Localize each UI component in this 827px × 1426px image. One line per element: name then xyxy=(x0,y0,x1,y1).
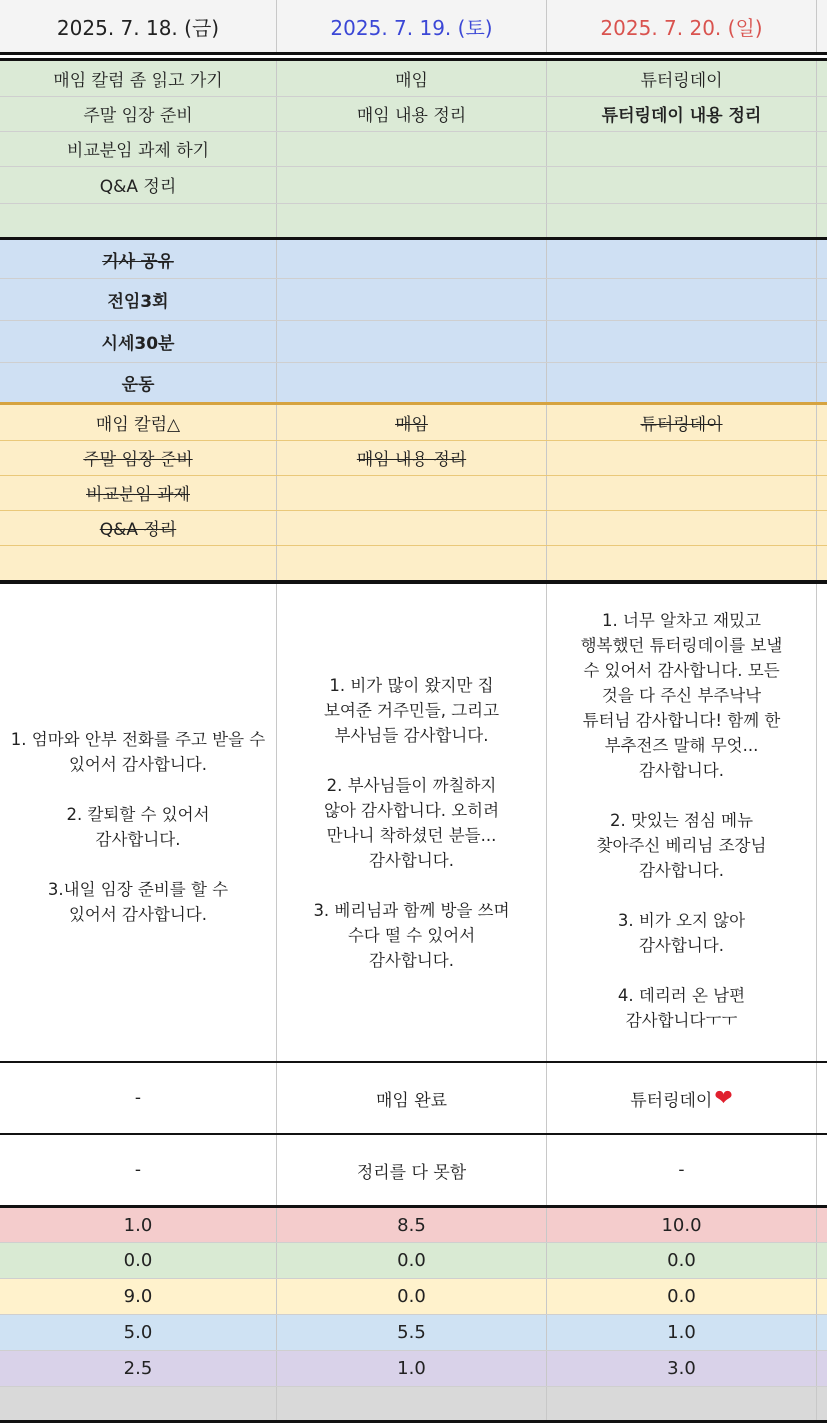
done-cell[interactable]: 주말 임장 준비 xyxy=(0,440,277,475)
gratitude-cell[interactable]: 1. 너무 알차고 재밌고 행복했던 튜터링데이를 보낼 수 있어서 감사합니다. 모든 것을 다 주신 부주낙낙 튜터님 감사합니다! 함께 한 부추전즈 말해 무엇... 감사합니다. 2. 맛있는 점심 메뉴 찾아주신 베리님 조장님 감사합니다. 3. 비가 오지 않아 감사합니다. 4. 데리러 온 남편 감사합니다ㅜㅜ xyxy=(547,584,817,1061)
good-summary-row xyxy=(0,1063,827,1133)
score-cell[interactable]: 0.0 xyxy=(547,1278,817,1314)
date-label: 2025. 7. 19. (토) xyxy=(330,15,493,40)
habit-cell[interactable] xyxy=(817,362,827,402)
score-cell[interactable]: 0.0 xyxy=(547,1242,817,1278)
score-row xyxy=(0,1386,827,1420)
habit-cell[interactable] xyxy=(547,320,817,362)
score-cell[interactable]: 10.0 xyxy=(547,1208,817,1242)
gratitude-cell[interactable] xyxy=(817,584,827,1061)
plan-cell[interactable] xyxy=(547,203,817,237)
plan-row xyxy=(0,166,827,203)
score-cell[interactable] xyxy=(817,1208,827,1242)
plan-cell[interactable]: 튜터링데이 내용 정리 xyxy=(547,96,817,131)
done-cell[interactable] xyxy=(817,475,827,510)
thick-border xyxy=(0,1420,827,1423)
habit-cell[interactable] xyxy=(817,320,827,362)
extra-column-cell[interactable] xyxy=(817,0,827,52)
habit-row xyxy=(0,320,827,362)
good-cell[interactable] xyxy=(817,1063,827,1133)
score-cell[interactable]: 2.5 xyxy=(0,1350,277,1386)
plan-cell[interactable] xyxy=(277,166,547,203)
score-cell[interactable] xyxy=(817,1350,827,1386)
score-cell[interactable]: 5.0 xyxy=(0,1314,277,1350)
habit-cell[interactable] xyxy=(277,362,547,402)
score-row xyxy=(0,1350,827,1386)
done-cell[interactable] xyxy=(0,545,277,580)
plan-cell[interactable] xyxy=(817,131,827,166)
score-cell[interactable]: 1.0 xyxy=(547,1314,817,1350)
plan-cell[interactable]: 매임 xyxy=(277,61,547,96)
plan-cell[interactable] xyxy=(547,166,817,203)
done-cell[interactable] xyxy=(547,510,817,545)
plan-cell[interactable]: Q&A 정리 xyxy=(0,166,277,203)
good-text: 튜터링데이 xyxy=(630,1090,713,1111)
habit-row xyxy=(0,240,827,278)
habit-cell[interactable]: 운동 xyxy=(0,362,277,402)
done-cell[interactable]: 비교분임 과제 xyxy=(0,475,277,510)
done-cell[interactable]: 튜터링데이 xyxy=(547,405,817,440)
done-cell[interactable]: 매임 xyxy=(277,405,547,440)
score-cell[interactable]: 5.5 xyxy=(277,1314,547,1350)
score-cell[interactable] xyxy=(277,1386,547,1420)
done-cell[interactable] xyxy=(547,475,817,510)
plan-cell[interactable] xyxy=(817,96,827,131)
date-label: 2025. 7. 20. (일) xyxy=(600,15,763,40)
score-row xyxy=(0,1242,827,1278)
score-cell[interactable]: 9.0 xyxy=(0,1278,277,1314)
plan-cell[interactable]: 튜터링데이 xyxy=(547,61,817,96)
good-cell[interactable]: - xyxy=(0,1063,277,1133)
date-header-row xyxy=(0,0,827,52)
habit-cell[interactable] xyxy=(277,240,547,278)
habit-cell[interactable]: 전임3회 xyxy=(0,278,277,320)
gratitude-row xyxy=(0,584,827,1061)
done-cell[interactable] xyxy=(817,510,827,545)
good-cell[interactable]: 매임 완료 xyxy=(277,1063,547,1133)
habit-cell[interactable] xyxy=(547,240,817,278)
bad-cell[interactable] xyxy=(817,1135,827,1205)
habit-row xyxy=(0,362,827,402)
gratitude-cell[interactable]: 1. 비가 많이 왔지만 집 보여준 거주민들, 그리고 부사님들 감사합니다. 2. 부사님들이 까칠하지 않아 감사합니다. 오히려 만나니 착하셨던 분들... 감사합니다. 3. 베리님과 함께 방을 쓰며 수다 떨 수 있어서 감사합니다. xyxy=(277,584,547,1061)
habit-cell[interactable] xyxy=(277,278,547,320)
score-row xyxy=(0,1208,827,1242)
date-header-sat[interactable] xyxy=(277,0,547,52)
plan-cell[interactable]: 매임 칼럼 좀 읽고 가기 xyxy=(0,61,277,96)
done-cell[interactable] xyxy=(277,475,547,510)
done-cell[interactable] xyxy=(547,545,817,580)
bad-cell[interactable]: - xyxy=(547,1135,817,1205)
score-cell[interactable]: 8.5 xyxy=(277,1208,547,1242)
plan-cell[interactable] xyxy=(817,61,827,96)
score-cell[interactable]: 1.0 xyxy=(0,1208,277,1242)
done-cell[interactable] xyxy=(277,510,547,545)
good-cell[interactable] xyxy=(547,1063,817,1133)
score-cell[interactable] xyxy=(0,1386,277,1420)
habit-cell[interactable] xyxy=(277,320,547,362)
done-cell[interactable]: Q&A 정리 xyxy=(0,510,277,545)
score-cell[interactable] xyxy=(817,1314,827,1350)
score-cell[interactable]: 0.0 xyxy=(277,1242,547,1278)
plan-cell[interactable] xyxy=(547,131,817,166)
score-cell[interactable]: 3.0 xyxy=(547,1350,817,1386)
bad-summary-row xyxy=(0,1135,827,1205)
done-row xyxy=(0,510,827,545)
plan-cell[interactable] xyxy=(0,203,277,237)
gratitude-cell[interactable]: 1. 엄마와 안부 전화를 주고 받을 수 있어서 감사합니다. 2. 칼퇴할 수 있어서 감사합니다. 3.내일 임장 준비를 할 수 있어서 감사합니다. xyxy=(0,584,277,1061)
plan-cell[interactable]: 비교분임 과제 하기 xyxy=(0,131,277,166)
score-cell[interactable] xyxy=(817,1242,827,1278)
score-cell[interactable]: 0.0 xyxy=(0,1242,277,1278)
done-row xyxy=(0,475,827,510)
score-cell[interactable] xyxy=(547,1386,817,1420)
score-cell[interactable]: 0.0 xyxy=(277,1278,547,1314)
plan-cell[interactable] xyxy=(277,203,547,237)
score-cell[interactable] xyxy=(817,1278,827,1314)
habit-row xyxy=(0,278,827,320)
plan-cell[interactable] xyxy=(277,131,547,166)
habit-cell[interactable] xyxy=(817,278,827,320)
habit-cell[interactable] xyxy=(547,362,817,402)
score-cell[interactable]: 1.0 xyxy=(277,1350,547,1386)
plan-row xyxy=(0,96,827,131)
done-cell[interactable] xyxy=(817,405,827,440)
habit-cell[interactable] xyxy=(817,240,827,278)
habit-cell[interactable]: 기사 공유 xyxy=(0,240,277,278)
thick-border xyxy=(0,52,827,55)
bad-cell[interactable]: 정리를 다 못함 xyxy=(277,1135,547,1205)
date-header-sun[interactable] xyxy=(547,0,817,52)
done-row xyxy=(0,545,827,580)
done-cell[interactable] xyxy=(817,440,827,475)
done-cell[interactable]: 매임 내용 정리 xyxy=(277,440,547,475)
plan-cell[interactable] xyxy=(817,203,827,237)
done-row xyxy=(0,405,827,440)
date-label: 2025. 7. 18. (금) xyxy=(56,15,220,40)
score-row xyxy=(0,1278,827,1314)
plan-row xyxy=(0,61,827,96)
plan-cell[interactable] xyxy=(817,166,827,203)
habit-cell[interactable]: 시세30분 xyxy=(0,320,277,362)
done-row xyxy=(0,440,827,475)
score-row xyxy=(0,1314,827,1350)
score-cell[interactable] xyxy=(817,1386,827,1420)
plan-cell[interactable]: 매임 내용 정리 xyxy=(277,96,547,131)
plan-cell[interactable]: 주말 임장 준비 xyxy=(0,96,277,131)
done-cell[interactable] xyxy=(277,545,547,580)
plan-row xyxy=(0,131,827,166)
done-cell[interactable] xyxy=(817,545,827,580)
bad-cell[interactable]: - xyxy=(0,1135,277,1205)
date-header-fri[interactable] xyxy=(0,0,277,52)
done-cell[interactable] xyxy=(547,440,817,475)
plan-row xyxy=(0,203,827,237)
done-cell[interactable]: 매임 칼럼△ xyxy=(0,405,277,440)
heart-icon: ❤ xyxy=(714,1085,733,1111)
habit-cell[interactable] xyxy=(547,278,817,320)
